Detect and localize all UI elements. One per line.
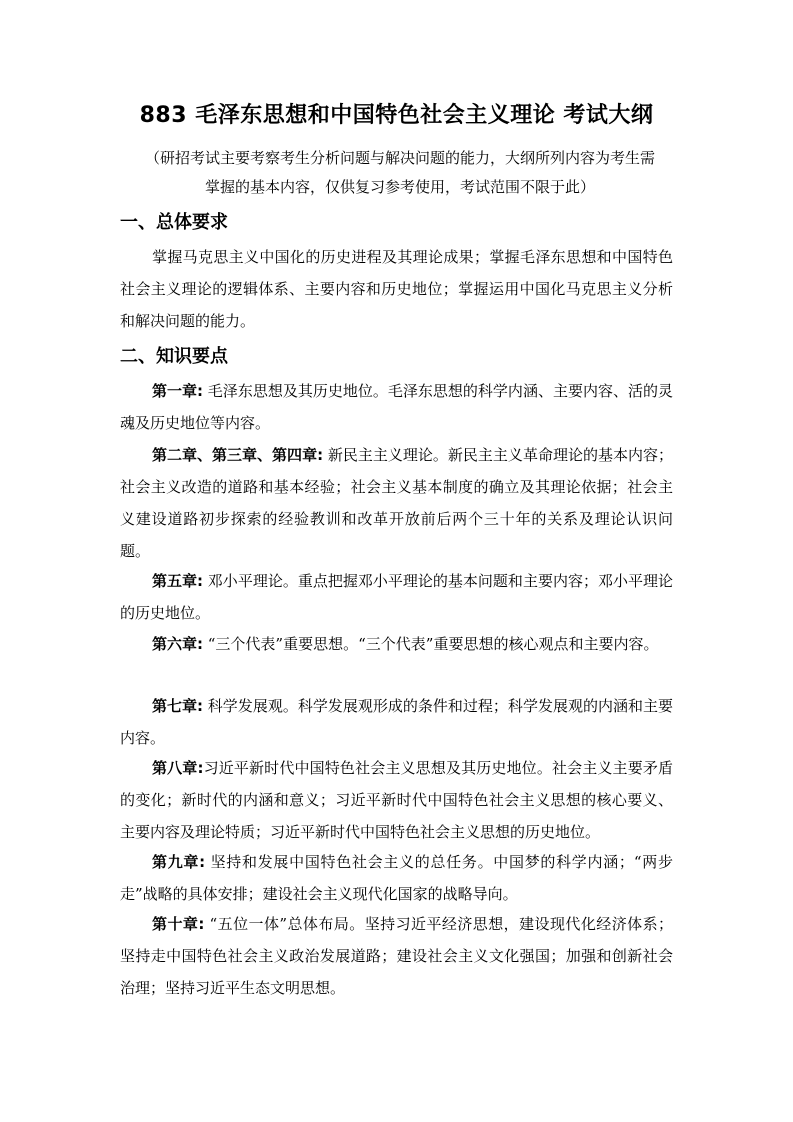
- chapter-text: 坚持和发展中国特色社会主义的总任务。中国梦的科学内涵；“两步走”战略的具体安排；建设社会主义现代化国家的战略导向。: [120, 853, 673, 903]
- chapter-label: 第八章:: [152, 759, 204, 777]
- chapter-text: 毛泽东思想及其历史地位。毛泽东思想的科学内涵、主要内容、活的灵魂及历史地位等内容。: [120, 382, 674, 432]
- chapter-text: “五位一体”总体布局。坚持习近平经济思想，建设现代化经济体系；坚持走中国特色社会主义政治发展道路；建设社会主义文化强国；加强和创新社会治理；坚持习近平生态文明思想。: [120, 915, 674, 997]
- chapter-10-paragraph: [120, 908, 673, 1004]
- chapter-text: “三个代表”重要思想。“三个代表”重要思想的核心观点和主要内容。: [203, 635, 659, 653]
- chapter-label: 第七章:: [152, 697, 204, 715]
- chapter-7-paragraph: [120, 690, 673, 754]
- chapter-8-paragraph: [120, 752, 673, 848]
- chapter-2-4-paragraph: [120, 439, 673, 567]
- general-requirements-paragraph: 掌握马克思主义中国化的历史进程及其理论成果；掌握毛泽东思想和中国特色社会主义理论的逻辑体系、主要内容和历史地位；掌握运用中国化马克思主义分析和解决问题的能力。: [120, 248, 673, 330]
- chapter-label: 第五章:: [152, 572, 204, 590]
- section-heading-general-requirements: 一、总体要求: [120, 212, 228, 233]
- chapter-5-paragraph: [120, 565, 673, 629]
- chapter-text: 新民主主义理论。新民主主义革命理论的基本内容；社会主义改造的道路和基本经验；社会主义基本制度的确立及其理论依据；社会主义建设道路初步探索的经验教训和改革开放前后两个三十年的关系及理论认识问题。: [120, 446, 673, 560]
- chapter-1-paragraph: [120, 375, 673, 439]
- chapter-label: 第六章:: [152, 635, 203, 653]
- subtitle-line-2: 掌握的基本内容，仅供复习参考使用，考试范围不限于此）: [204, 178, 595, 196]
- chapter-label: 第十章:: [152, 915, 205, 933]
- chapter-text: 邓小平理论。重点把握邓小平理论的基本问题和主要内容；邓小平理论的历史地位。: [120, 572, 674, 622]
- document-title: 883 毛泽东思想和中国特色社会主义理论 考试大纲: [139, 103, 654, 128]
- chapter-9-paragraph: [120, 846, 673, 910]
- subtitle-line-1: （研招考试主要考察考生分析问题与解决问题的能力，大纲所列内容为考生需: [144, 149, 655, 167]
- chapter-label: 第九章:: [152, 853, 206, 871]
- chapter-6-paragraph: [120, 628, 673, 660]
- document-subtitle: [100, 144, 700, 202]
- chapter-label: 第二章、第三章、第四章:: [152, 446, 324, 464]
- chapter-text: 习近平新时代中国特色社会主义思想及其历史地位。社会主义主要矛盾的变化；新时代的内涵和意义；习近平新时代中国特色社会主义思想的核心要义、主要内容及理论特质；习近平新时代中国特色社会主义思想的历史地位。: [120, 759, 674, 841]
- section-heading-knowledge-points: 二、知识要点: [120, 346, 228, 367]
- chapter-label: 第一章:: [152, 382, 204, 400]
- chapter-text: 科学发展观。科学发展观形成的条件和过程；科学发展观的内涵和主要内容。: [120, 697, 674, 747]
